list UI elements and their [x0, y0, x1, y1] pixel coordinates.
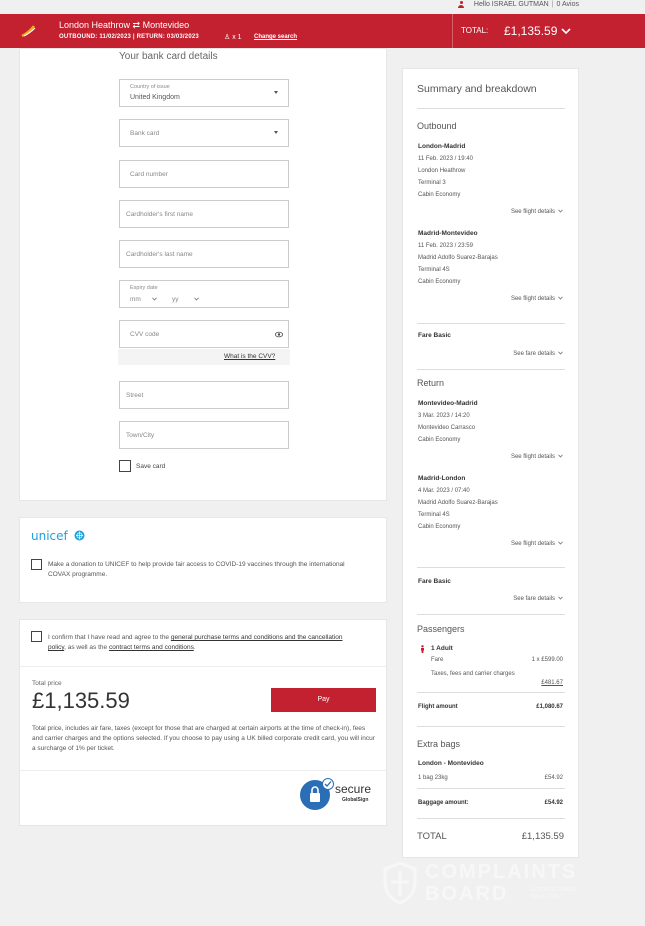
watermark-line1: COMPLAINTS — [425, 861, 578, 883]
flight-amount-value: £1,080.67 — [536, 704, 563, 710]
see-flight-details-text: See flight details — [510, 454, 555, 460]
checkmark-icon — [322, 778, 334, 790]
dropdown-caret-icon — [274, 131, 278, 134]
adult-label: 1 Adult — [431, 645, 453, 652]
price-disclaimer: Total price, includes air fare, taxes (except for those that are charged at certain airports at the time of check-in), fees and carrier charges and the options selected. If you choose to pay using a UK billed corporate credit card, you will incur a surcharge of 1% per ticket. — [32, 725, 375, 752]
person-icon: ♙ — [224, 34, 231, 41]
taxes-label: Taxes, fees and carrier charges — [431, 671, 515, 677]
confirm-pay-panel — [19, 619, 387, 826]
divider — [417, 788, 565, 789]
summary-title: Summary and breakdown — [417, 83, 537, 95]
country-value: United Kingdom — [130, 94, 180, 101]
flight-date: 11 Feb. 2023 / 19:40 — [418, 156, 473, 162]
cvv-input[interactable] — [119, 320, 289, 348]
see-flight-details-link[interactable] — [511, 209, 563, 215]
card-number-placeholder: Card number — [130, 171, 168, 178]
unicef-globe-icon — [74, 530, 85, 541]
bank-card-title: Your bank card details — [119, 51, 218, 62]
account-strip — [0, 0, 645, 14]
town-placeholder: Town/City — [126, 432, 155, 439]
flight-cabin: Cabin Economy — [418, 279, 461, 285]
donation-text: Make a donation to UNICEF to help provide fair access to COVID-19 vaccines through the international COVAX programme. — [48, 561, 345, 578]
flight-route: Madrid-Montevideo — [418, 230, 478, 237]
see-fare-details-text: See fare details — [513, 351, 555, 357]
total-label: TOTAL: — [461, 26, 489, 35]
chevron-down-icon[interactable] — [561, 26, 571, 36]
terms-text — [48, 633, 358, 653]
total-amount[interactable]: £1,135.59 — [504, 24, 558, 38]
flight-route: Madrid-London — [418, 475, 466, 482]
extra-bags-heading: Extra bags — [417, 739, 461, 749]
expiry-label: Expiry date — [130, 285, 158, 291]
summary-panel — [402, 68, 579, 858]
divider — [20, 666, 388, 667]
flight-cabin: Cabin Economy — [418, 524, 461, 530]
watermark-tagline: EXPOSING FRAUD SINCE 2003 — [531, 887, 576, 900]
baggage-amount-label: Baggage amount: — [418, 800, 469, 806]
divider — [417, 567, 565, 568]
return-heading: Return — [417, 378, 445, 388]
what-is-cvv-link[interactable]: What is the CVV? — [224, 353, 276, 360]
expiry-month-select[interactable]: mm — [130, 296, 141, 303]
see-flight-details-link[interactable] — [511, 296, 563, 302]
donation-checkbox[interactable] — [31, 559, 42, 570]
airline-logo-icon — [20, 25, 36, 37]
bank-card-select[interactable] — [119, 119, 289, 147]
secure-word: secure — [335, 782, 372, 796]
terms-text-suffix: . — [193, 644, 196, 651]
user-icon — [458, 1, 464, 8]
shield-icon — [383, 862, 417, 904]
divider — [417, 726, 565, 727]
flight-date: 11 Feb. 2023 / 23:59 — [418, 243, 473, 249]
avios-balance: 0 Avios — [556, 1, 579, 8]
see-fare-details-link[interactable] — [513, 351, 563, 357]
route-title: London Heathrow ⇄ Montevideo — [59, 20, 190, 30]
card-number-input[interactable] — [119, 160, 289, 188]
taxes-value: £481.67 — [541, 680, 563, 686]
passengers-heading: Passengers — [417, 624, 465, 634]
chevron-down-icon — [558, 209, 563, 213]
last-name-input[interactable] — [119, 240, 289, 268]
flight-amount-label: Flight amount — [418, 704, 458, 710]
bags-route: London - Montevideo — [418, 760, 484, 767]
eye-icon[interactable] — [275, 331, 283, 338]
divider — [417, 323, 565, 324]
see-fare-details-text: See fare details — [513, 596, 555, 602]
see-flight-details-link[interactable] — [511, 541, 563, 547]
header-divider — [452, 14, 453, 48]
flight-route: London-Madrid — [418, 143, 466, 150]
divider — [417, 108, 565, 109]
country-select[interactable] — [119, 79, 289, 107]
cvv-placeholder: CVV code — [130, 331, 160, 338]
terms-checkbox[interactable] — [31, 631, 42, 642]
fare-name: Fare Basic — [418, 332, 451, 339]
save-card-label: Save card — [136, 463, 166, 470]
travel-dates: OUTBOUND: 11/02/2023 | RETURN: 03/03/2023 — [59, 34, 199, 40]
divider — [417, 614, 565, 615]
chevron-down-icon — [152, 297, 157, 301]
bag-value: £54.92 — [544, 775, 563, 781]
first-name-placeholder: Cardholder's first name — [126, 211, 193, 218]
see-flight-details-text: See flight details — [510, 296, 555, 302]
unicef-donation-panel — [19, 517, 387, 603]
chevron-down-icon — [558, 541, 563, 545]
flight-airport: London Heathrow — [418, 168, 466, 174]
chevron-down-icon — [558, 296, 563, 300]
town-input[interactable] — [119, 421, 289, 449]
chevron-down-icon — [558, 454, 563, 458]
divider — [417, 692, 565, 693]
street-placeholder: Street — [126, 392, 144, 399]
terms-text-prefix: I confirm that I have read and agree to the — [48, 634, 171, 641]
greeting-text: Hello ISRAEL GUTMAN — [473, 1, 549, 8]
passenger-count-text: x 1 — [232, 34, 242, 41]
complaints-board-watermark — [383, 858, 603, 910]
bag-item: 1 bag 23kg — [418, 775, 448, 781]
flight-cabin: Cabin Economy — [418, 192, 461, 198]
baggage-amount-value: £54.92 — [544, 800, 563, 806]
street-input[interactable] — [119, 381, 289, 409]
change-search-link[interactable]: Change search — [254, 34, 298, 40]
summary-total-label: TOTAL — [417, 831, 447, 842]
fare-label: Fare — [431, 657, 444, 663]
last-name-placeholder: Cardholder's last name — [126, 251, 193, 258]
pay-button[interactable]: Pay — [271, 688, 376, 712]
divider — [20, 770, 388, 771]
passenger-count — [224, 33, 242, 41]
see-flight-details-text: See flight details — [510, 541, 555, 547]
dropdown-caret-icon — [274, 91, 278, 94]
summary-total-value: £1,135.59 — [521, 831, 564, 842]
flight-route: Montevideo-Madrid — [418, 400, 478, 407]
flight-airport: Madrid Adolfo Suarez-Barajas — [418, 500, 498, 506]
chevron-down-icon — [194, 297, 199, 301]
flight-airport: Montevideo Carrasco — [418, 425, 476, 431]
globalsign-brand: GlobalSign — [342, 797, 369, 803]
save-card-checkbox[interactable] — [119, 460, 131, 472]
outbound-heading: Outbound — [417, 121, 457, 131]
flight-airport: Madrid Adolfo Suarez-Barajas — [418, 255, 498, 261]
flight-date: 3 Mar. 2023 / 14:20 — [418, 413, 470, 419]
flight-terminal: Terminal 4S — [418, 267, 450, 273]
fare-value: 1 x £599.00 — [531, 657, 563, 663]
see-flight-details-text: See flight details — [510, 209, 555, 215]
see-fare-details-link[interactable] — [513, 596, 563, 602]
globalsign-secure-seal[interactable] — [300, 780, 380, 810]
person-icon — [420, 645, 425, 653]
terms-text-mid: , as well as the — [64, 644, 109, 651]
flight-terminal: Terminal 3 — [418, 180, 446, 186]
bank-card-placeholder: Bank card — [130, 130, 160, 137]
divider — [417, 369, 565, 370]
flight-terminal: Terminal 4S — [418, 512, 450, 518]
country-label: Country of issue — [130, 84, 170, 90]
watermark-line2: BOARD — [425, 883, 509, 905]
unicef-logo: unicef — [31, 529, 68, 543]
bank-card-panel — [19, 48, 387, 501]
booking-header — [0, 14, 645, 48]
see-flight-details-link[interactable] — [511, 454, 563, 460]
flight-date: 4 Mar. 2023 / 07:40 — [418, 488, 470, 494]
purchase-terms-link[interactable]: general purchase terms and conditions and the cancellation policy — [48, 634, 343, 651]
total-price-amount: £1,135.59 — [32, 688, 130, 713]
total-price-label: Total price — [32, 680, 62, 687]
first-name-input[interactable] — [119, 200, 289, 228]
contract-terms-link[interactable]: contract terms and conditions — [108, 644, 194, 651]
chevron-down-icon — [558, 596, 563, 600]
divider — [417, 818, 565, 819]
expiry-year-select[interactable]: yy — [172, 296, 179, 303]
account-greeting[interactable]: Hello ISRAEL GUTMAN | 0 Avios — [473, 1, 579, 8]
fare-name: Fare Basic — [418, 578, 451, 585]
chevron-down-icon — [558, 351, 563, 355]
flight-cabin: Cabin Economy — [418, 437, 461, 443]
expiry-date-field — [119, 280, 289, 308]
